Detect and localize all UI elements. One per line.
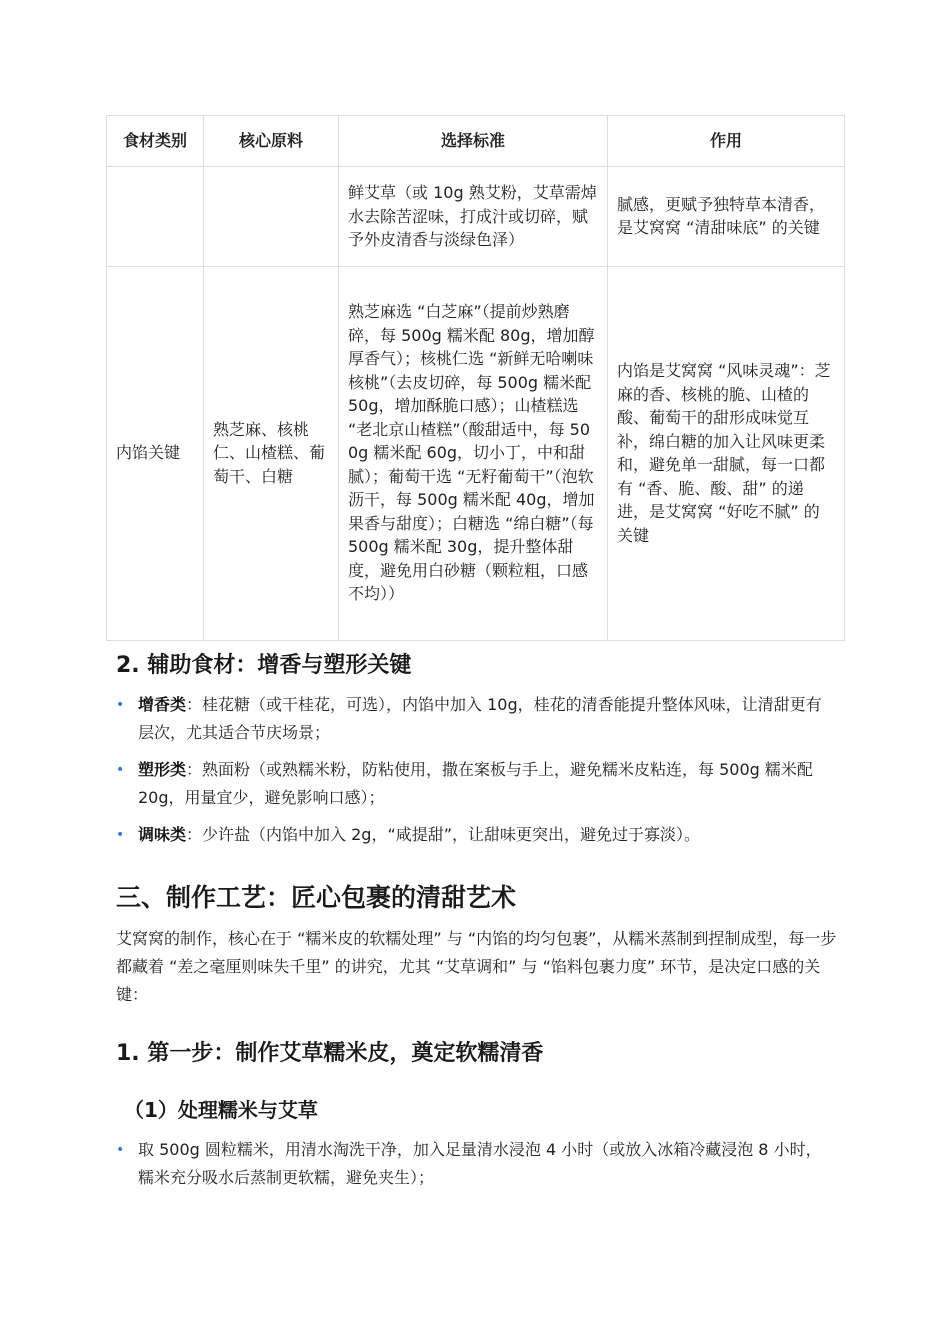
cell-standard: 鲜艾草（或 10g 熟艾粉，艾草需焯水去除苦涩味，打成汁或切碎，赋予外皮清香与淡绿色泽） [339, 167, 608, 267]
cell-effect: 腻感，更赋予独特草本清香，是艾窝窝 “清甜味底” 的关键 [608, 167, 845, 267]
step1-heading: 1. 第一步：制作艾草糯米皮，奠定软糯清香 [116, 1041, 544, 1066]
bullet-icon: • [116, 827, 125, 843]
list-item [116, 1136, 834, 1192]
table-row [107, 167, 845, 267]
bullet-text: 取 500g 圆粒糯米，用清水淘洗干净，加入足量清水浸泡 4 小时（或放入冰箱冷藏浸泡 8 小时，糯米充分吸水后蒸制更软糯，避免夹生）； [138, 1140, 822, 1187]
bullet-icon: • [116, 1142, 125, 1158]
bullet-label: 塑形类 [138, 760, 187, 779]
list-item [116, 756, 834, 812]
cell-core: 熟芝麻、核桃仁、山楂糕、葡萄干、白糖 [204, 266, 339, 640]
aux-ingredients-heading: 2. 辅助食材：增香与塑形关键 [116, 653, 412, 678]
craft-section-heading: 三、制作工艺：匠心包裹的清甜艺术 [116, 883, 517, 912]
header-category: 食材类别 [107, 116, 204, 167]
header-standard: 选择标准 [339, 116, 608, 167]
sub1-heading: （1）处理糯米与艾草 [124, 1098, 318, 1122]
bullet-label: 调味类 [138, 825, 187, 844]
cell-effect: 内馅是艾窝窝 “风味灵魂”：芝麻的香、核桃的脆、山楂的酸、葡萄干的甜形成味觉互补，绵白糖的加入让风味更柔和，避免单一甜腻，每一口都有 “香、脆、酸、甜” 的递进，是艾窝窝 “好吃不腻” 的关键 [608, 266, 845, 640]
list-item [116, 821, 834, 849]
bullet-text: ：桂花糖（或干桂花，可选），内馅中加入 10g，桂花的清香能提升整体风味，让清甜更有层次，尤其适合节庆场景； [138, 695, 822, 742]
table-header-row [107, 116, 845, 167]
cell-category: 内馅关键 [107, 266, 204, 640]
bullet-icon: • [116, 697, 125, 713]
cell-category [107, 167, 204, 267]
table-row [107, 266, 845, 640]
ingredients-table [106, 115, 845, 641]
craft-intro-paragraph: 艾窝窝的制作，核心在于 “糯米皮的软糯处理” 与 “内馅的均匀包裹”，从糯米蒸制到捏制成型，每一步都藏着 “差之毫厘则味失千里” 的讲究，尤其 “艾草调和” 与 “馅料包裹力度” 环节，是决定口感的关键： [116, 929, 837, 1004]
cell-standard: 熟芝麻选 “白芝麻”（提前炒熟磨碎，每 500g 糯米配 80g，增加醇厚香气）；核桃仁选 “新鲜无哈喇味核桃”（去皮切碎，每 500g 糯米配 50g，增加酥脆口感）；山楂糕选 “老北京山楂糕”（酸甜适中，每 500g 糯米配 60g，切小丁，中和甜腻）；葡萄干选 “无籽葡萄干”（泡软沥干，每 500g 糯米配 40g，增加果香与甜度）；白糖选 “绵白糖”（每 500g 糯米配 30g，提升整体甜度，避免用白砂糖（颗粒粗，口感不均）） [339, 266, 608, 640]
bullet-label: 增香类 [138, 695, 187, 714]
bullet-text: ：少许盐（内馅中加入 2g，“咸提甜”，让甜味更突出，避免过于寡淡）。 [186, 825, 701, 844]
list-item [116, 691, 834, 747]
bullet-icon: • [116, 762, 125, 778]
cell-core [204, 167, 339, 267]
header-core: 核心原料 [204, 116, 339, 167]
bullet-text: ：熟面粉（或熟糯米粉，防粘使用，撒在案板与手上，避免糯米皮粘连，每 500g 糯米配 20g，用量宜少，避免影响口感）； [138, 760, 813, 807]
header-effect: 作用 [608, 116, 845, 167]
